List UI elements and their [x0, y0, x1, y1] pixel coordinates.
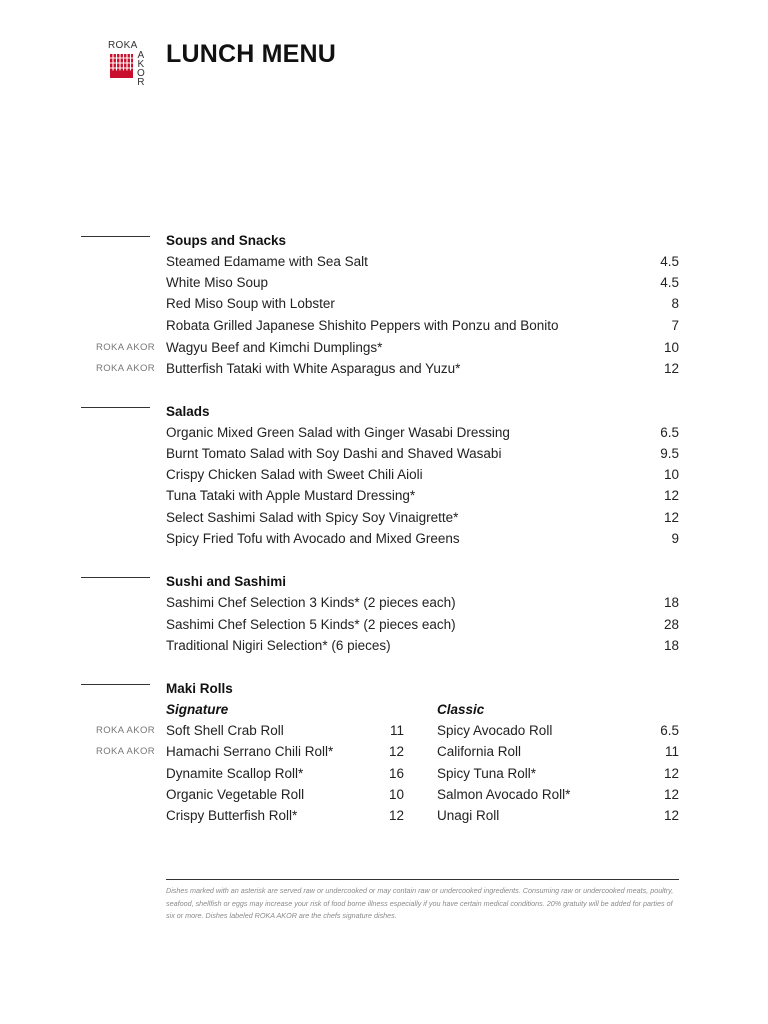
menu-item	[166, 720, 404, 741]
item-name: Organic Vegetable Roll	[166, 787, 305, 802]
item-price: 16	[388, 766, 404, 781]
menu-item	[437, 784, 679, 805]
item-price: 12	[663, 510, 679, 525]
logo-letter: A	[137, 50, 145, 61]
section-divider	[81, 407, 150, 408]
item-name: Dynamite Scallop Roll*	[166, 766, 304, 781]
menu-item	[0, 464, 768, 485]
item-price: 12	[663, 787, 679, 802]
item-name: Butterfish Tataki with White Asparagus and Yuzu*	[166, 361, 461, 376]
item-price: 12	[663, 488, 679, 503]
menu-item	[0, 315, 768, 336]
menu-item	[0, 443, 768, 464]
menu-item	[0, 358, 768, 379]
item-price: 6.5	[660, 425, 679, 440]
menu-item	[437, 763, 679, 784]
item-name: Tuna Tataki with Apple Mustard Dressing*	[166, 488, 416, 503]
signature-heading: Signature	[166, 702, 229, 717]
item-name: Spicy Tuna Roll*	[437, 766, 537, 781]
item-name: Sashimi Chef Selection 5 Kinds* (2 pieces each)	[166, 617, 456, 632]
logo-roka-text: ROKA	[108, 40, 138, 51]
item-name: Unagi Roll	[437, 808, 500, 823]
item-price: 11	[389, 723, 404, 738]
menu-item	[437, 741, 679, 762]
menu-item	[166, 741, 404, 762]
menu-item	[0, 272, 768, 293]
item-price: 10	[663, 340, 679, 355]
item-name: Red Miso Soup with Lobster	[166, 296, 335, 311]
menu-item	[166, 805, 404, 826]
item-price: 18	[663, 595, 679, 610]
footnote-divider	[166, 879, 679, 880]
menu-item	[0, 293, 768, 314]
item-name: Burnt Tomato Salad with Soy Dashi and Shaved Wasabi	[166, 446, 502, 461]
menu-item	[166, 784, 404, 805]
item-name: Spicy Fried Tofu with Avocado and Mixed Greens	[166, 531, 460, 546]
logo-letter: O	[136, 68, 146, 79]
item-price: 12	[388, 744, 404, 759]
menu-item	[0, 614, 768, 635]
signature-tag: ROKA AKOR	[96, 363, 156, 374]
page-title: LUNCH MENU	[166, 40, 337, 68]
item-name: Traditional Nigiri Selection* (6 pieces)	[166, 638, 391, 653]
item-price: 10	[663, 467, 679, 482]
item-name: Sashimi Chef Selection 3 Kinds* (2 pieces each)	[166, 595, 456, 610]
logo-mark-icon	[110, 54, 133, 78]
section-divider	[81, 236, 150, 237]
menu-item	[166, 763, 404, 784]
item-price: 10	[388, 787, 404, 802]
item-name: White Miso Soup	[166, 275, 269, 290]
logo-akor-text	[136, 51, 146, 87]
section-title: Soups and Snacks	[166, 233, 287, 248]
item-price: 12	[663, 766, 679, 781]
item-price: 12	[663, 361, 679, 376]
signature-tag: ROKA AKOR	[96, 746, 156, 757]
item-name: Wagyu Beef and Kimchi Dumplings*	[166, 340, 383, 355]
section-divider	[81, 684, 150, 685]
item-name: Soft Shell Crab Roll	[166, 723, 284, 738]
menu-item	[0, 528, 768, 549]
item-name: Robata Grilled Japanese Shishito Peppers with Ponzu and Bonito	[166, 318, 559, 333]
item-price: 9	[671, 531, 679, 546]
menu-item	[437, 720, 679, 741]
menu-item	[437, 805, 679, 826]
item-price: 28	[663, 617, 679, 632]
signature-tag: ROKA AKOR	[96, 342, 156, 353]
item-name: California Roll	[437, 744, 522, 759]
item-name: Steamed Edamame with Sea Salt	[166, 254, 368, 269]
section-title: Maki Rolls	[166, 681, 233, 696]
menu-item	[0, 485, 768, 506]
roka-akor-logo	[108, 41, 148, 87]
menu-item	[0, 251, 768, 272]
menu-item	[0, 592, 768, 613]
section-title: Salads	[166, 404, 210, 419]
item-name: Crispy Butterfish Roll*	[166, 808, 298, 823]
item-price: 7	[671, 318, 679, 333]
menu-item	[0, 337, 768, 358]
item-name: Salmon Avocado Roll*	[437, 787, 571, 802]
logo-letter: K	[137, 59, 145, 70]
item-price: 12	[663, 808, 679, 823]
item-name: Select Sashimi Salad with Spicy Soy Vinaigrette*	[166, 510, 459, 525]
signature-tag: ROKA AKOR	[96, 725, 156, 736]
item-name: Organic Mixed Green Salad with Ginger Wasabi Dressing	[166, 425, 510, 440]
footnote-disclaimer: Dishes marked with an asterisk are served raw or undercooked or may contain raw or undercooked ingredients. Consuming raw or undercooked meats, poultry, seafood, shellfish or eggs may increase your risk of food borne illness especially if you have certain medical conditions. 20% gratuity will be added for parties of six or more. Dishes labeled ROKA AKOR are the chefs signature dishes.	[166, 886, 674, 920]
item-name: Spicy Avocado Roll	[437, 723, 553, 738]
item-price: 11	[664, 744, 679, 759]
menu-item	[0, 507, 768, 528]
menu-item	[0, 422, 768, 443]
item-price: 18	[663, 638, 679, 653]
classic-heading: Classic	[437, 702, 485, 717]
item-name: Crispy Chicken Salad with Sweet Chili Aioli	[166, 467, 423, 482]
section-divider	[81, 577, 150, 578]
item-price: 9.5	[660, 446, 679, 461]
section-title: Sushi and Sashimi	[166, 574, 287, 589]
item-name: Hamachi Serrano Chili Roll*	[166, 744, 334, 759]
item-price: 4.5	[660, 254, 679, 269]
item-price: 4.5	[660, 275, 679, 290]
menu-item	[0, 635, 768, 656]
logo-letter: R	[137, 77, 145, 88]
item-price: 6.5	[660, 723, 679, 738]
item-price: 8	[671, 296, 679, 311]
item-price: 12	[388, 808, 404, 823]
